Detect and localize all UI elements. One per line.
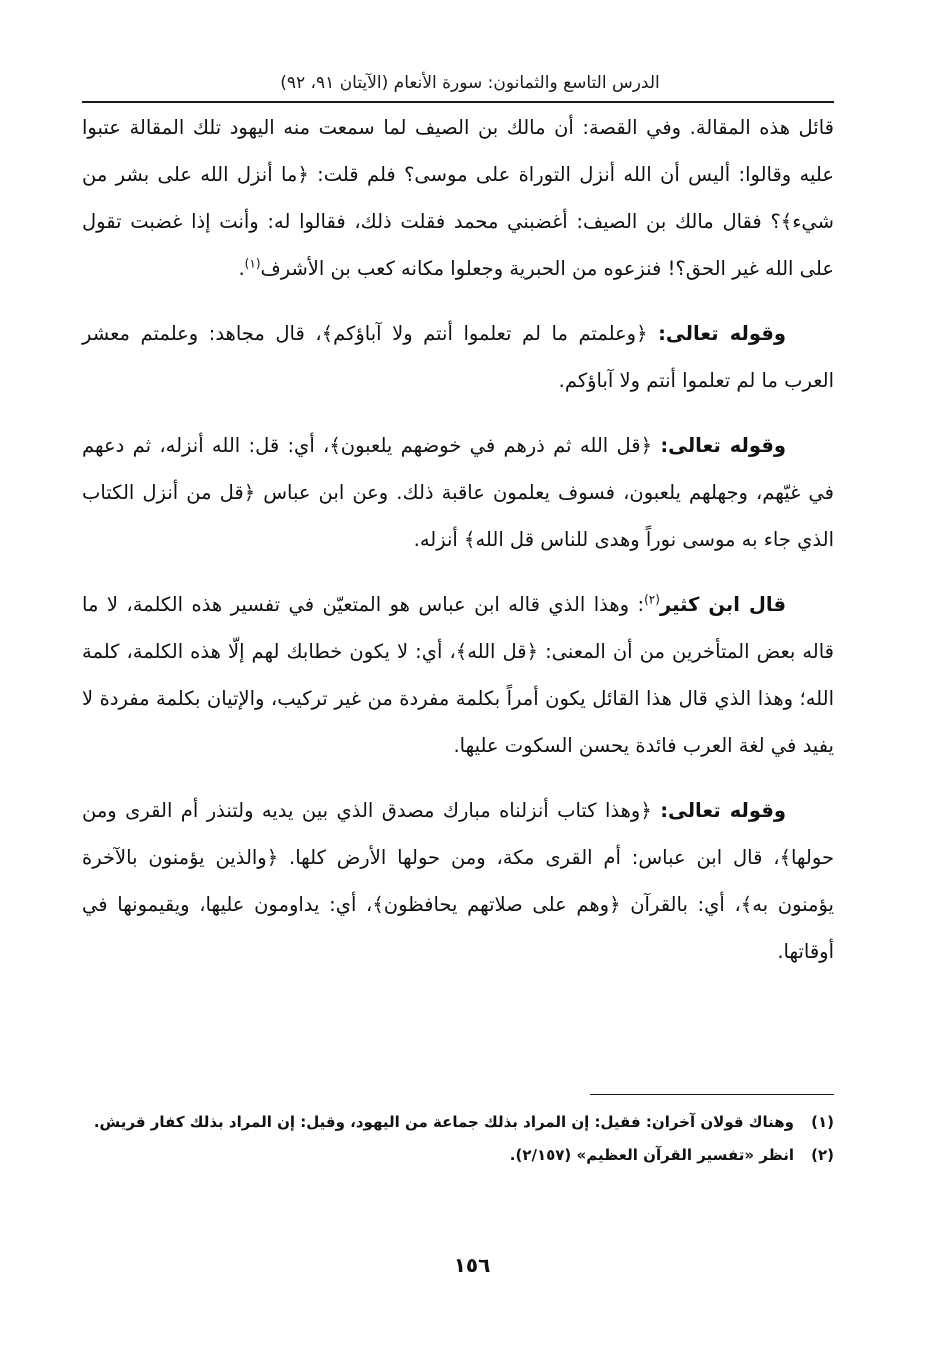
- paragraph-1: [82, 104, 834, 292]
- footnote-rule: [590, 1094, 834, 1095]
- footnote-1: [82, 1106, 834, 1139]
- paragraph-4: [82, 581, 834, 769]
- footnote-2: [82, 1139, 834, 1172]
- footnote-number: (١): [811, 1113, 834, 1131]
- footnote-text: وهناك قولان آخران: فقيل: إن المراد بذلك جماعة من اليهود، وقيل: إن المراد بذلك كفار قريش.: [93, 1113, 794, 1131]
- paragraph-3: [82, 422, 834, 563]
- paragraph-text: ﴿قل الله ثم ذرهم في خوضهم يلعبون﴾، أي: قل: الله أنزله، ثم دعهم في غيّهم، وجهلهم يلعبون، فسوف يعلمون عاقبة ذلك. وعن ابن عباس ﴿قل من أنزل الكتاب الذي جاء به موسى نوراً وهدى للناس قل الله﴾ أنزله.: [82, 434, 834, 551]
- paragraph-lead: وقوله تعالى:: [660, 434, 786, 457]
- footnote-number: (٢): [811, 1146, 834, 1164]
- running-header: الدرس التاسع والثمانون: سورة الأنعام (الآيتان ٩١، ٩٢): [280, 73, 660, 93]
- paragraph-end: .: [238, 257, 245, 280]
- footnotes: [82, 1106, 834, 1172]
- paragraph-text: قائل هذه المقالة. وفي القصة: أن مالك بن الصيف لما سمعت منه اليهود تلك المقالة عتبوا عليه وقالوا: أليس أن الله أنزل التوراة على موسى؟ فلم قلت: ﴿ما أنزل الله على بشر من شيء﴾؟ فقال مالك بن الصيف: أغضبني محمد فقلت ذلك، فقالوا له: وأنت إذا غضبت تقول على الله غير الحق؟! فنزعوه من الحبرية وجعلوا مكانه كعب بن الأشرف: [82, 116, 834, 280]
- footnote-ref-2[interactable]: (٢): [644, 592, 660, 607]
- paragraph-lead: قال ابن كثير: [659, 593, 786, 616]
- paragraph-lead: وقوله تعالى:: [658, 322, 786, 345]
- paragraph-text: : وهذا الذي قاله ابن عباس هو المتعيّن في تفسير هذه الكلمة، لا ما قاله بعض المتأخرين من أن المعنى: ﴿قل الله﴾، أي: لا يكون خطابك لهم إلّا هذه الكلمة، كلمة الله؛ وهذا الذي قال هذا القائل يكون أمراً بكلمة مفردة من غير تركيب، والإتيان بكلمة مفردة لا يفيد في لغة العرب فائدة يحسن السكوت عليها.: [82, 593, 834, 757]
- footnote-text: انظر «تفسير القرآن العظيم» (٢/١٥٧).: [509, 1146, 794, 1164]
- paragraph-text: ﴿وعلمتم ما لم تعلموا أنتم ولا آباؤكم﴾، قال مجاهد: وعلمتم معشر العرب ما لم تعلموا أنتم ولا آباؤكم.: [82, 322, 834, 392]
- paragraph-text: ﴿وهذا كتاب أنزلناه مبارك مصدق الذي بين يديه ولتنذر أم القرى ومن حولها﴾، قال ابن عباس: أم القرى مكة، ومن حولها الأرض كلها. ﴿والذين يؤمنون بالآخرة يؤمنون به﴾، أي: بالقرآن ﴿وهم على صلاتهم يحافظون﴾، أي: يداومون عليها، ويقيمونها في أوقاتها.: [82, 799, 834, 963]
- main-text: [82, 104, 834, 993]
- paragraph-2: [82, 310, 834, 404]
- page-number: ١٥٦: [453, 1253, 491, 1277]
- footnote-ref-1[interactable]: (١): [244, 256, 261, 271]
- header-rule: [82, 101, 834, 103]
- paragraph-5: [82, 787, 834, 975]
- paragraph-lead: وقوله تعالى:: [660, 799, 786, 822]
